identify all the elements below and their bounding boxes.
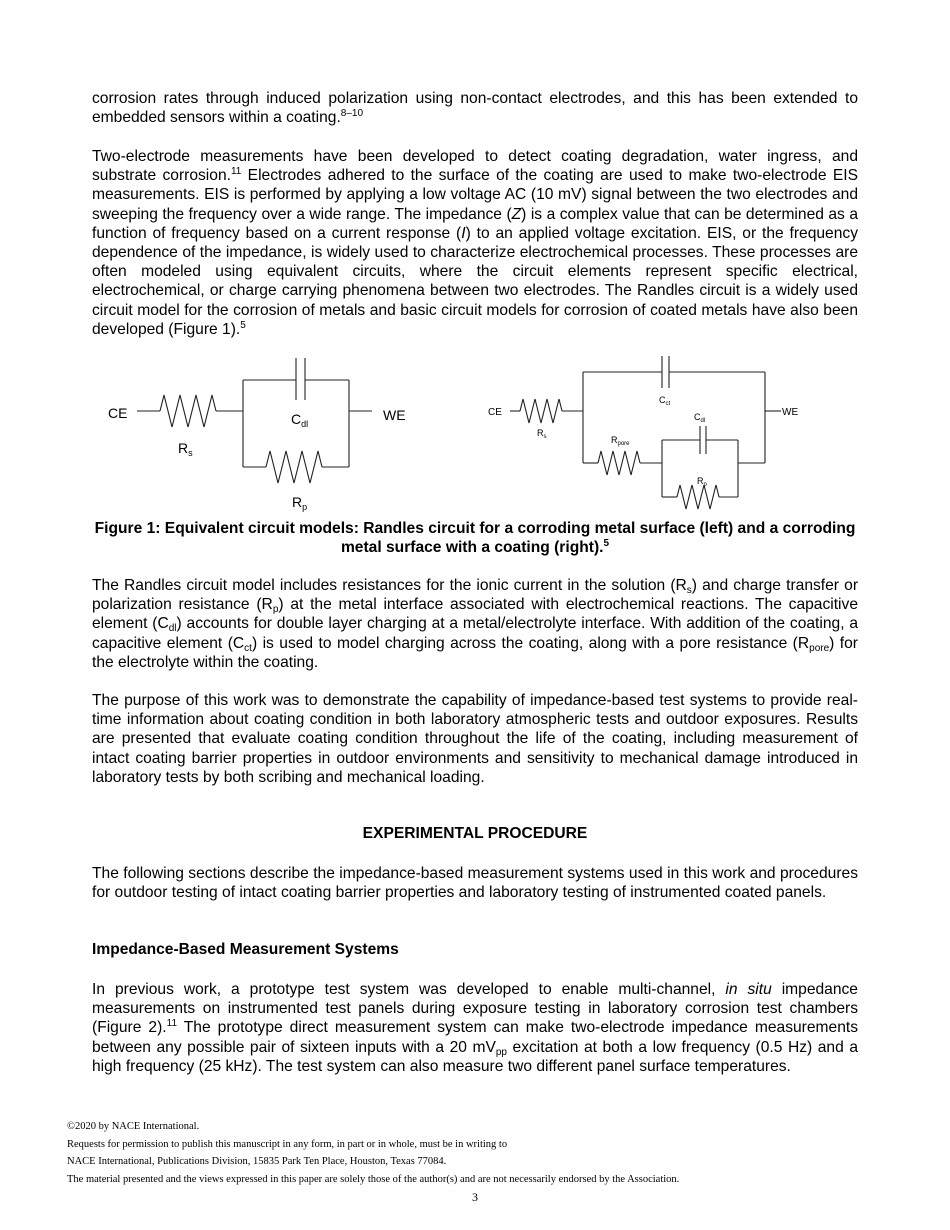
- resistor-rs-left: [160, 395, 216, 427]
- label-cdl-left: $C_{dl}$: [291, 411, 309, 429]
- paragraph-prototype-system: In previous work, a prototype test system was developed to enable multi-channel, in situ impedance measurements on instrumented test panels during exposure testing in laboratory corrosion test chambers (Figure 2).$^{11}$ The prototype direct measurement system can make two-electrode impedance measurements between any possible pair of sixteen inputs with a 20 $mV_{pp}$ excitation at both a low frequency (0.5 Hz) and a high frequency (25 kHz). The test system can also measure two different panel surface temperatures.: [92, 981, 858, 1075]
- figure-1-circuit-diagrams: [0, 350, 950, 520]
- paragraph-sections-overview: The following sections describe the impedance-based measurement systems used in this work and procedures for outdoor testing of intact coating barrier properties and laboratory testing of instrumented coated panels.: [92, 865, 858, 902]
- resistor-rs-right: [520, 399, 562, 423]
- citation-5: 5: [240, 319, 246, 331]
- symbol-current: I: [461, 224, 466, 242]
- page-number: 3: [472, 1190, 478, 1204]
- footer-address: NACE International, Publications Division, 15835 Park Ten Place, Houston, Texas 77084.: [67, 1156, 447, 1167]
- citation-8-10: 8–10: [340, 108, 364, 120]
- label-rs-right: $R_s$: [537, 428, 547, 440]
- label-ce-left: CE: [108, 405, 128, 421]
- coated-circuit-right: [510, 356, 781, 509]
- label-cdl-right: $C_{dl}$: [694, 412, 706, 424]
- paragraph-intro-continued: corrosion rates through induced polarization using non-contact electrodes, and this has been extended to embedded sensors within a coating.$^{8-10}$: [92, 90, 858, 127]
- citation-11: 11: [230, 166, 242, 178]
- resistor-rp-right: [677, 485, 719, 509]
- footer-disclaimer: The material presented and the views expressed in this paper are solely those of the author(s) and are not necessarily endorsed by the Association.: [67, 1173, 680, 1185]
- paragraph-randles-model: The Randles circuit model includes resistances for the ionic current in the solution $(R_s)$ and charge transfer or polarization resistance $(R_p)$ at the metal interface associated with electrochemical reactions. The capacitive element $(C_{dl})$ accounts for double layer charging at a metal/electrolyte interface. With addition of the coating, a capacitive element $(C_{ct})$ is used to model charging across the coating, along with a pore resistance $(R_{pore})$ for the electrolyte within the coating.: [92, 577, 859, 671]
- resistor-rpore: [598, 451, 640, 475]
- italic-in-situ: in situ: [725, 981, 772, 998]
- resistor-rp-left: [266, 451, 322, 483]
- citation-11b: 11: [166, 1018, 178, 1030]
- footer-copyright: ©2020 by NACE International.: [67, 1121, 200, 1132]
- paragraph-two-electrode: Two-electrode measurements have been developed to detect coating degradation, water ingress, and substrate corrosion.$^{11}$ Electrodes adhered to the surface of the coating are used to make two-electrode EIS measurements. EIS is performed by applying a low voltage AC (10 mV) signal between the two electrodes and sweeping the frequency over a wide range. The impedance (Z) is a complex value that can be determined as a function of frequency based on a current response (I) to an applied voltage excitation. EIS, or the frequency dependence of the impedance, is widely used to characterize electrochemical processes. These processes are often modeled using equivalent circuits, where the circuit elements represent specific electrical, electrochemical, or charge carrying phenomena between two electrodes. The Randles circuit is a widely used circuit model for the corrosion of metals and basic circuit models for corrosion of coated metals have also been developed (Figure 1).$^5$: [92, 148, 858, 338]
- label-ce-right: CE: [488, 407, 502, 418]
- figure-1-caption: Figure 1: Equivalent circuit models: Randles circuit for a corroding metal surface (left) and a corroding metal surface with a coating (right).$^5$: [94, 520, 856, 557]
- symbol-impedance: Z: [511, 205, 522, 223]
- label-rpore-right: $R_{pore}$: [611, 435, 630, 447]
- footer-permission: Requests for permission to publish this manuscript in any form, in part or in whole, must be in writing to: [67, 1138, 508, 1150]
- caption-citation: 5: [603, 538, 610, 550]
- label-we-left: WE: [383, 407, 406, 423]
- subsection-heading-measurement-systems: Impedance-Based Measurement Systems: [92, 941, 399, 958]
- randles-circuit-left: [137, 358, 372, 483]
- label-rs-left: $R_s$: [178, 440, 193, 458]
- label-rp-right: $R_p$: [697, 476, 707, 488]
- section-heading-experimental: EXPERIMENTAL PROCEDURE: [362, 825, 588, 842]
- paragraph-purpose: The purpose of this work was to demonstrate the capability of impedance-based test systems to provide real-time information about coating condition in both laboratory atmospheric tests and outdoor exposures. Results are presented that evaluate coating condition throughout the life of the coating, including measurement of intact coating barrier properties in outdoor environments and sensitivity to mechanical damage introduced in laboratory tests by both scribing and mechanical loading.: [92, 692, 858, 786]
- label-we-right: WE: [782, 407, 799, 418]
- label-rp-left: $R_p$: [292, 494, 308, 512]
- footer-notice: [67, 1118, 867, 1188]
- label-cct-right: $C_{ct}$: [659, 395, 671, 407]
